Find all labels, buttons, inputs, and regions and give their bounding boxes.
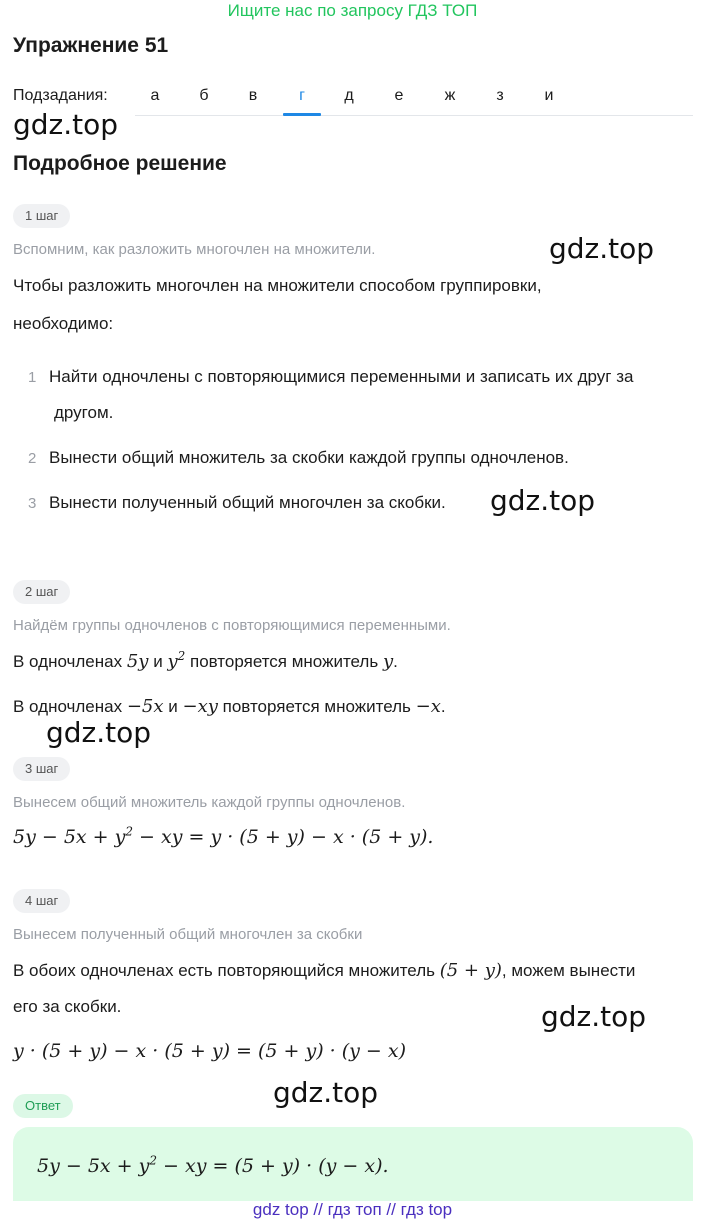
step2-line: В одночленах 5y и $y^2$ повторяется множитель y. [13, 649, 398, 672]
watermark: gdz.top [549, 232, 655, 265]
watermark: gdz.top [490, 484, 596, 517]
watermark: gdz.top [46, 716, 152, 749]
subtask-tab-g-active[interactable]: г [299, 87, 305, 104]
list-item: Вынести общий множитель за скобки каждой группы одночленов. [49, 448, 569, 467]
watermark: gdz.top [13, 108, 119, 141]
footer-links: gdz top // гдз топ // гдз top [252, 1200, 453, 1219]
watermark: gdz.top [273, 1076, 379, 1109]
step-badge-3: 3 шаг [13, 757, 70, 781]
step2-line: В одночленах −5x и −xy повторяется множитель −x. [13, 696, 446, 717]
step4-line: его за скобки. [13, 997, 122, 1016]
subtask-tab-d[interactable]: д [344, 87, 354, 104]
list-item: Найти одночлены с повторяющимися переменными и записать их друг за [49, 367, 634, 386]
step-badge-4: 4 шаг [13, 889, 70, 913]
subtasks-divider [135, 115, 693, 116]
list-number: 3 [28, 495, 37, 512]
step1-text: необходимо: [13, 314, 114, 333]
subtask-tab-zh[interactable]: ж [444, 87, 456, 104]
subtask-tab-a[interactable]: а [150, 87, 160, 104]
list-number: 2 [28, 450, 37, 467]
step-badge-2: 2 шаг [13, 580, 70, 604]
section-title: Подробное решение [13, 152, 227, 175]
step3-formula: $5y - 5x + y^2$ − xy = y · (5 + y) − x · (5 + y). [13, 824, 434, 848]
answer-badge: Ответ [13, 1094, 73, 1118]
page-title: Упражнение 51 [13, 34, 169, 57]
watermark: gdz.top [541, 1000, 647, 1033]
subtask-tab-z[interactable]: з [496, 87, 504, 104]
step4-hint: Вынесем полученный общий многочлен за скобки [13, 926, 363, 943]
step1-hint: Вспомним, как разложить многочлен на множители. [13, 241, 376, 258]
subtasks-label: Подзадания: [13, 87, 108, 104]
list-item: Вынести полученный общий многочлен за скобки. [49, 493, 446, 512]
subtask-tab-i[interactable]: и [544, 87, 554, 104]
step2-hint: Найдём группы одночленов с повторяющимися переменными. [13, 617, 451, 634]
list-item: другом. [54, 403, 114, 422]
step1-text: Чтобы разложить многочлен на множители способом группировки, [13, 276, 542, 295]
search-banner: Ищите нас по запросу ГДЗ ТОП [227, 1, 478, 20]
step4-line: В обоих одночленах есть повторяющийся множитель (5 + y), можем вынести [13, 960, 636, 981]
step4-formula: y · (5 + y) − x · (5 + y) = (5 + y) · (y − x) [13, 1040, 407, 1062]
subtask-tab-b[interactable]: б [199, 87, 209, 104]
step3-hint: Вынесем общий множитель каждой группы одночленов. [13, 794, 406, 811]
answer-formula: $5y - 5x + y^2$ − xy = (5 + y) · (y − x). [37, 1153, 389, 1177]
active-tab-indicator [283, 113, 321, 116]
step-badge-1: 1 шаг [13, 204, 70, 228]
subtask-tab-v[interactable]: в [248, 87, 258, 104]
subtask-tab-e[interactable]: е [394, 87, 404, 104]
list-number: 1 [28, 369, 37, 386]
